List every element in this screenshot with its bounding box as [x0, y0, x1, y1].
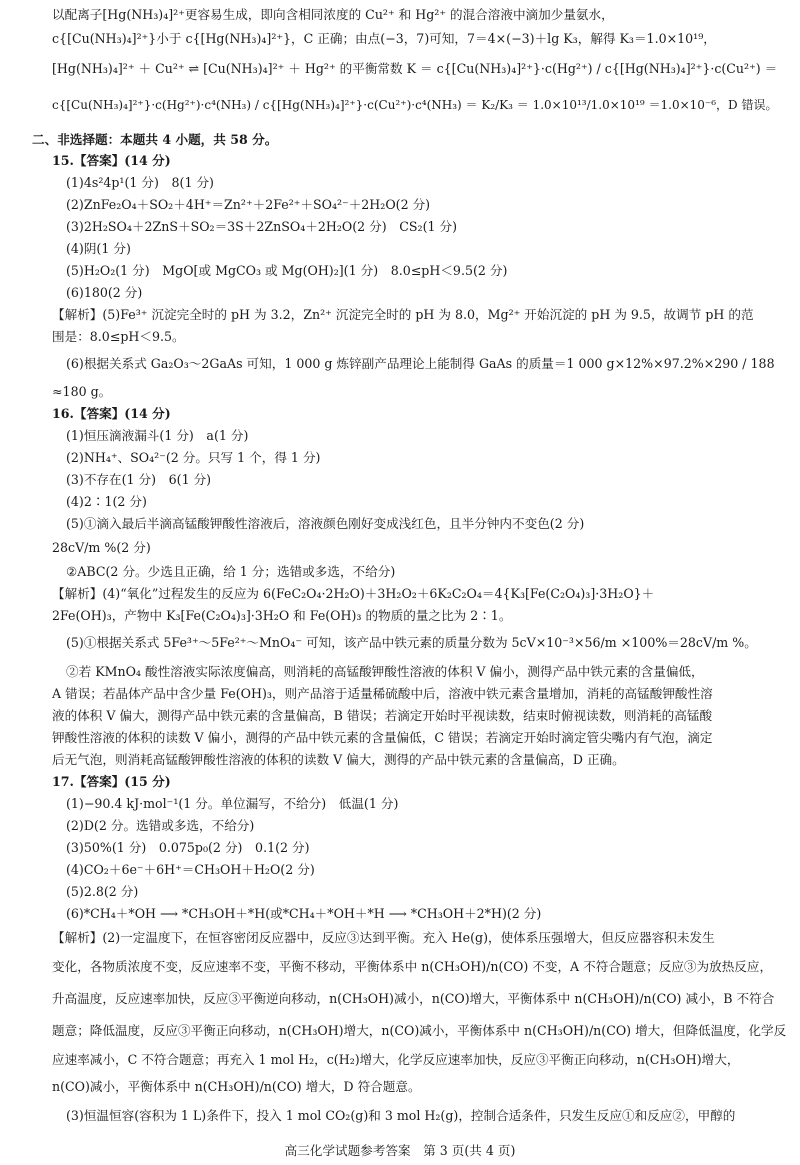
text-line: (1)4s²4p¹(1 分) 8(1 分)	[66, 175, 214, 190]
text-line: 28cV/m %(2 分)	[52, 540, 151, 555]
text-line: n(CO)减小，平衡体系中 n(CH₃OH)/n(CO) 增大，D 符合题意。	[52, 1079, 421, 1094]
text-line: 钾酸性溶液的体积的读数 V 偏小，测得的产品中铁元素的含量偏低，C 错误；若滴定开始时滴定管尖嘴内有气泡，滴定	[52, 730, 713, 745]
text-line: (3)2H₂SO₄＋2ZnS＋SO₂＝3S＋2ZnSO₄＋2H₂O(2 分) CS₂(1 分)	[66, 219, 458, 234]
text-line: (3)50%(1 分) 0.075p₀(2 分) 0.1(2 分)	[66, 840, 310, 855]
text-line: c{[Cu(NH₃)₄]²⁺}·c(Hg²⁺)·c⁴(NH₃) / c{[Hg(NH₃)₄]²⁺}·c(Cu²⁺)·c⁴(NH₃) ＝ K₂/K₃ ＝ 1.0×10¹³/1.0×10¹⁹ ＝1.0×10⁻⁶，D 错误。	[52, 98, 778, 112]
text-line: (5)①根据关系式 5Fe³⁺～5Fe²⁺～MnO₄⁻ 可知，该产品中铁元素的质量分数为 5cV×10⁻³×56/m ×100%＝28cV/m %。	[66, 635, 757, 650]
analysis-line: 【解析】(2)一定温度下，在恒容密闭反应器中，反应③达到平衡。充入 He(g)，使体系压强增大，但反应器容积未发生	[52, 930, 715, 945]
text-line: c{[Cu(NH₃)₄]²⁺}小于 c{[Hg(NH₃)₄]²⁺}，C 正确；由点(−3，7)可知，7＝4×(−3)＋lg K₃，解得 K₃＝1.0×10¹⁹，	[52, 31, 716, 46]
text-line: (6)*CH₄＋*OH ⟶ *CH₃OH＋*H(或*CH₄＋*OH＋*H ⟶ *CH₃OH＋2*H)(2 分)	[66, 906, 542, 921]
text-line: 2Fe(OH)₃，产物中 K₃[Fe(C₂O₄)₃]·3H₂O 和 Fe(OH)₃ 的物质的量之比为 2∶1。	[52, 608, 512, 623]
text-line: (2)ZnFe₂O₄＋SO₂＋4H⁺＝Zn²⁺＋2Fe²⁺＋SO₄²⁻＋2H₂O(2 分)	[66, 197, 431, 212]
text-line: 后无气泡，则消耗高锰酸钾酸性溶液的体积的读数 V 偏大，测得的产品中铁元素的含量偏高，D 正确。	[52, 752, 625, 767]
text-line: (6)根据关系式 Ga₂O₃～2GaAs 可知，1 000 g 炼锌副产品理论上能制得 GaAs 的质量＝1 000 g×12%×97.2%×290 / 188	[66, 356, 775, 371]
text-line: (2)NH₄⁺、SO₄²⁻(2 分。只写 1 个，得 1 分)	[66, 450, 321, 465]
question-16-heading: 16.【答案】(14 分)	[52, 406, 171, 421]
page-footer: 高三化学试题参考答案 第 3 页(共 4 页)	[284, 1143, 516, 1158]
text-line: 题意；降低温度，反应③平衡正向移动，n(CH₃OH)增大，n(CO)减小，平衡体系中 n(CH₃OH)/n(CO) 增大，但降低温度，化学反	[52, 1023, 787, 1038]
text-line: ②ABC(2 分。少选且正确，给 1 分；选错或多选，不给分)	[66, 564, 396, 579]
text-line: (3)恒温恒容(容积为 1 L)条件下，投入 1 mol CO₂(g)和 3 mol H₂(g)，控制合适条件，只发生反应①和反应②，甲醇的	[66, 1108, 736, 1123]
text-line: (4)2∶1(2 分)	[66, 494, 147, 509]
text-line: (5)H₂O₂(1 分) MgO[或 MgCO₃ 或 Mg(OH)₂](1 分) 8.0≤pH＜9.5(2 分)	[66, 263, 508, 278]
text-line: (2)D(2 分。选错或多选，不给分)	[66, 818, 255, 833]
text-line: ≈180 g。	[52, 384, 112, 399]
text-line: 应速率减小，C 不符合题意；再充入 1 mol H₂，c(H₂)增大，化学反应速率加快，反应③平衡正向移动，n(CH₃OH)增大，	[52, 1052, 740, 1067]
text-line: (4)CO₂＋6e⁻＋6H⁺＝CH₃OH＋H₂O(2 分)	[66, 862, 315, 877]
text-line: (3)不存在(1 分) 6(1 分)	[66, 472, 212, 487]
text-line: (6)180(2 分)	[66, 285, 143, 300]
question-17-heading: 17.【答案】(15 分)	[52, 774, 171, 789]
text-line: (1)恒压滴液漏斗(1 分) a(1 分)	[66, 428, 249, 443]
question-15-heading: 15.【答案】(14 分)	[52, 153, 171, 168]
text-line: (1)−90.4 kJ·mol⁻¹(1 分。单位漏写，不给分) 低温(1 分)	[66, 796, 399, 811]
text-line: (5)①滴入最后半滴高锰酸钾酸性溶液后，溶液颜色刚好变成浅红色，且半分钟内不变色(2 分)	[66, 516, 585, 531]
text-line: 变化，各物质浓度不变，反应速率不变，平衡不移动，平衡体系中 n(CH₃OH)/n(CO) 不变，A 不符合题意；反应③为放热反应，	[52, 959, 773, 974]
text-line: (5)2.8(2 分)	[66, 884, 139, 899]
text-line: ②若 KMnO₄ 酸性溶液实际浓度偏高，则消耗的高锰酸钾酸性溶液的体积 V 偏小，测得产品中铁元素的含量偏低，	[66, 664, 704, 679]
text-line: (4)阴(1 分)	[66, 241, 131, 256]
text-line: 以配离子[Hg(NH₃)₄]²⁺更容易生成，即向含相同浓度的 Cu²⁺ 和 Hg²⁺ 的混合溶液中滴加少量氨水，	[52, 7, 614, 22]
analysis-line: 【解析】(5)Fe³⁺ 沉淀完全时的 pH 为 3.2，Zn²⁺ 沉淀完全时的 pH 为 8.0，Mg²⁺ 开始沉淀的 pH 为 9.5，故调节 pH 的范	[52, 307, 754, 322]
text-line: 升高温度，反应速率加快，反应③平衡逆向移动，n(CH₃OH)减小，n(CO)增大，平衡体系中 n(CH₃OH)/n(CO) 减小，B 不符合	[52, 991, 775, 1006]
text-line: A 错误；若晶体产品中含少量 Fe(OH)₃，则产品溶于适量稀硫酸中后，溶液中铁元素含量增加，消耗的高锰酸钾酸性溶	[52, 686, 713, 701]
text-line: 液的体积 V 偏大，测得产品中铁元素的含量偏高，B 错误；若滴定开始时平视读数，结束时俯视读数，则消耗的高锰酸	[52, 708, 713, 723]
text-line: [Hg(NH₃)₄]²⁺ ＋ Cu²⁺ ⇌ [Cu(NH₃)₄]²⁺ ＋ Hg²⁺ 的平衡常数 K ＝ c{[Cu(NH₃)₄]²⁺}·c(Hg²⁺) / c{[Hg(NH₃)₄]²⁺}·c(Cu²⁺) ＝	[52, 61, 778, 76]
analysis-line: 【解析】(4)“氧化”过程发生的反应为 6(FeC₂O₄·2H₂O)＋3H₂O₂＋6K₂C₂O₄＝4{K₃[Fe(C₂O₄)₃]·3H₂O}＋	[52, 586, 655, 601]
text-line: 围是：8.0≤pH＜9.5。	[52, 329, 185, 344]
section-heading: 二、非选择题：本题共 4 小题，共 58 分。	[32, 132, 278, 147]
